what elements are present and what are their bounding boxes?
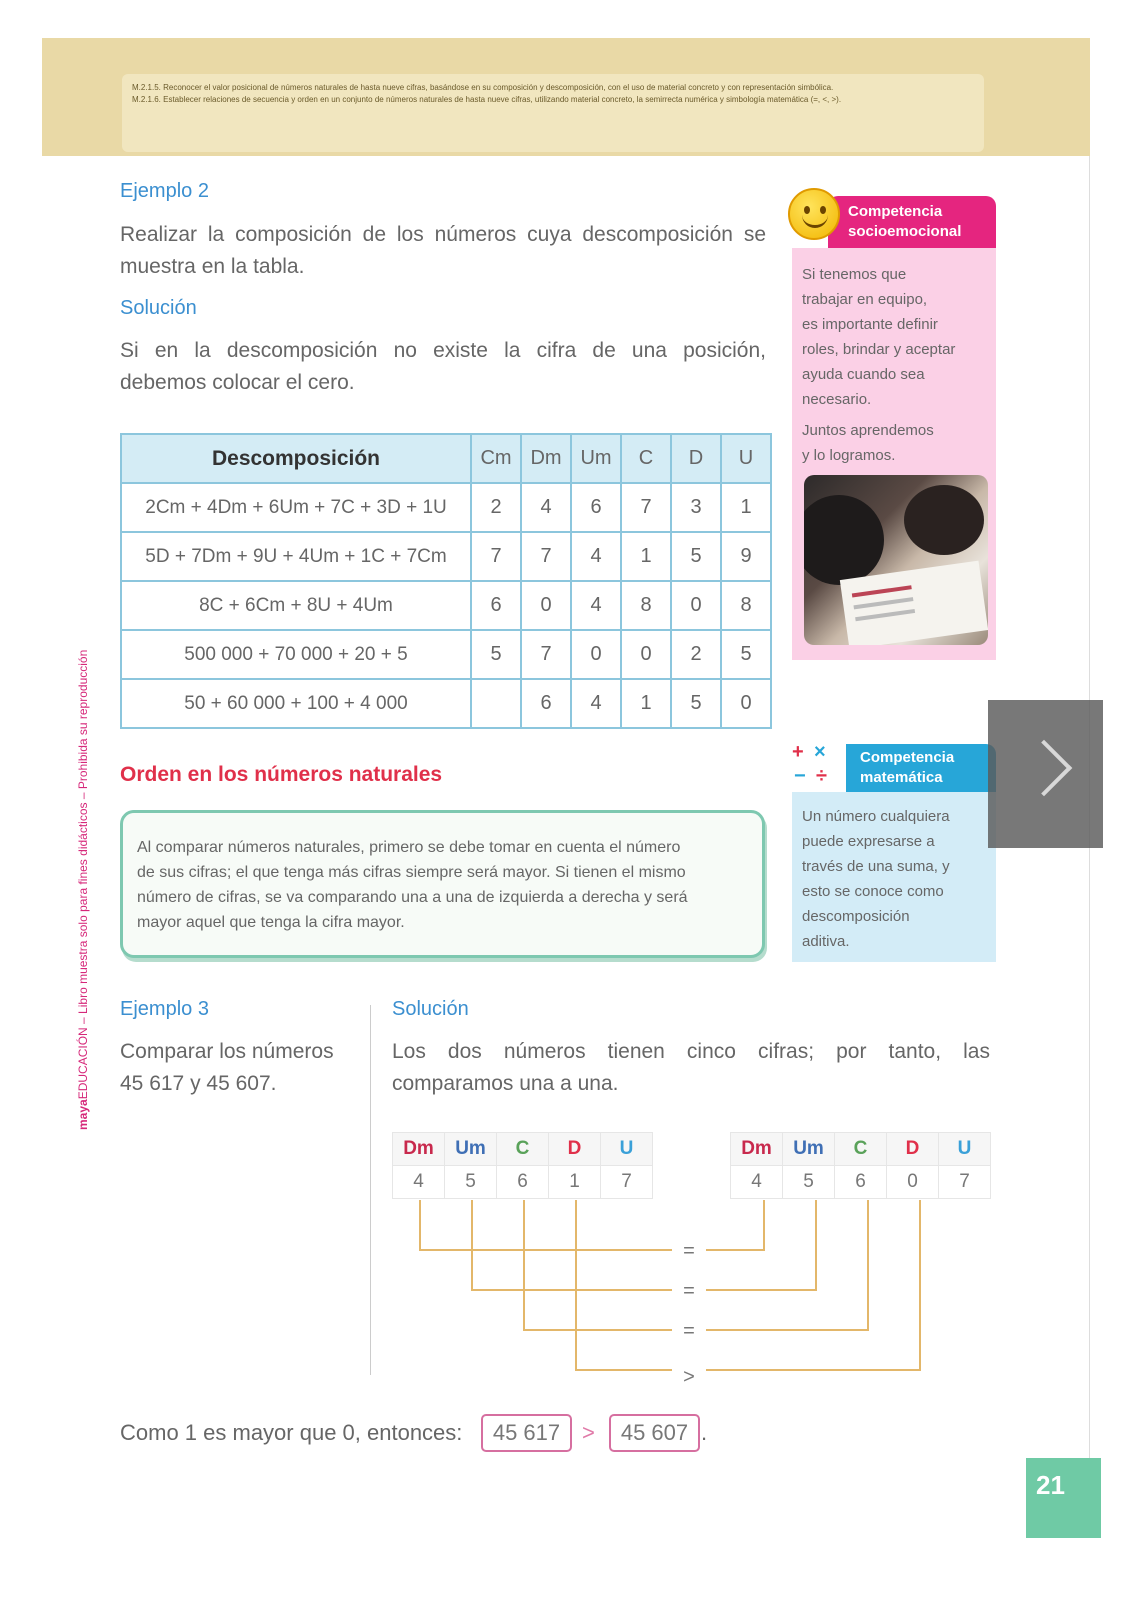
cell: 7: [471, 532, 521, 581]
digit: 0: [887, 1166, 939, 1199]
digit: 4: [393, 1166, 445, 1199]
place-header: Dm: [393, 1133, 445, 1166]
math-line: aditiva.: [802, 933, 850, 950]
place-header: D: [887, 1133, 939, 1166]
header-um: Um: [571, 434, 621, 483]
example-3-solution-l2: comparamos una a una.: [392, 1072, 619, 1095]
example-3-solution-label: Solución: [392, 998, 469, 1020]
comparison-symbol: =: [683, 1240, 695, 1262]
digit: 1: [549, 1166, 601, 1199]
cell: 6: [471, 581, 521, 630]
cell-desc: 5D + 7Dm + 9U + 4Um + 1C + 7Cm: [121, 532, 471, 581]
conclusion-period: .: [701, 1420, 708, 1445]
digit-row: [731, 1166, 991, 1199]
math-line: descomposición: [802, 908, 910, 925]
socio-line: trabajar en equipo,: [802, 291, 928, 308]
place-header: Um: [445, 1133, 497, 1166]
socio-competence-header: [828, 196, 996, 248]
header-cm: Cm: [471, 434, 521, 483]
cell: 8: [621, 581, 671, 630]
cell: 7: [521, 532, 571, 581]
socio-title-l1: Competencia: [848, 203, 943, 220]
table-row: [121, 630, 771, 679]
digit: 4: [731, 1166, 783, 1199]
digit: 6: [497, 1166, 549, 1199]
place-header: C: [497, 1133, 549, 1166]
curriculum-objectives: [122, 74, 984, 152]
math-competence-body: [792, 792, 996, 962]
math-competence-header: [846, 744, 996, 792]
math-line: través de una suma, y: [802, 858, 950, 875]
definition-line: de sus cifras; el que tenga más cifras siempre será mayor. Si tienen el mismo: [137, 864, 686, 881]
place-header: D: [549, 1133, 601, 1166]
socio-line: Si tenemos que: [802, 266, 907, 283]
cell: 7: [621, 483, 671, 532]
example-3-statement-l1: Comparar los números: [120, 1040, 334, 1063]
greater-than-symbol: >: [582, 1420, 595, 1445]
cell: 5: [671, 679, 721, 728]
cell: 0: [721, 679, 771, 728]
place-header: U: [939, 1133, 991, 1166]
header-u: U: [721, 434, 771, 483]
example-2-statement-l1: Realizar la composición de los números cuya descomposición se: [120, 223, 766, 246]
cell: 1: [621, 532, 671, 581]
place-header: Dm: [731, 1133, 783, 1166]
socio-line: roles, brindar y aceptar: [802, 341, 956, 358]
comparison-lines: [380, 1200, 1000, 1400]
column-divider: [370, 1005, 371, 1375]
place-header-row: [731, 1133, 991, 1166]
socio-line: Juntos aprendemos: [802, 422, 934, 439]
number-a-box: 45 617: [481, 1414, 572, 1452]
table-row: [121, 581, 771, 630]
cell: 2: [471, 483, 521, 532]
table-row: [121, 679, 771, 728]
cell-desc: 2Cm + 4Dm + 6Um + 7C + 3D + 1U: [121, 483, 471, 532]
digit: 7: [601, 1166, 653, 1199]
example-2-statement-l2: muestra en la tabla.: [120, 255, 305, 278]
cell: 0: [571, 630, 621, 679]
cell: 0: [671, 581, 721, 630]
example-3-statement-l2: 45 617 y 45 607.: [120, 1072, 277, 1095]
cell-desc: 500 000 + 70 000 + 20 + 5: [121, 630, 471, 679]
brand: maya: [76, 1099, 90, 1130]
example-2-solution-label: Solución: [120, 297, 197, 319]
header-c: C: [621, 434, 671, 483]
cell: 2: [671, 630, 721, 679]
place-value-table-a: [392, 1132, 653, 1199]
cell: 6: [571, 483, 621, 532]
place-header: U: [601, 1133, 653, 1166]
cell: 5: [671, 532, 721, 581]
socio-line: ayuda cuando sea: [802, 366, 925, 383]
cell: 0: [521, 581, 571, 630]
cell: 1: [621, 679, 671, 728]
number-b-box: 45 607: [609, 1414, 700, 1452]
cell: 5: [471, 630, 521, 679]
cell-desc: 8C + 6Cm + 8U + 4Um: [121, 581, 471, 630]
comparison-symbol: =: [683, 1280, 695, 1302]
table-header-row: [121, 434, 771, 483]
math-operations-icon: + × − ÷: [792, 741, 827, 787]
socio-line: y lo logramos.: [802, 447, 896, 464]
math-title-l2: matemática: [860, 769, 943, 786]
definition-line: número de cifras, se va comparando una a una de izquierda a derecha y será: [137, 889, 688, 906]
cell: 5: [721, 630, 771, 679]
digit-row: [393, 1166, 653, 1199]
example-3-solution-l1: Los dos números tienen cinco cifras; por tanto, las: [392, 1040, 990, 1063]
cell: 4: [571, 581, 621, 630]
comparison-symbol: =: [683, 1320, 695, 1342]
header-dm: Dm: [521, 434, 571, 483]
digit: 6: [835, 1166, 887, 1199]
cell: [471, 679, 521, 728]
cell: 9: [721, 532, 771, 581]
definition-box: [120, 810, 765, 958]
cell: 4: [571, 532, 621, 581]
objective-2: M.2.1.6. Establecer relaciones de secuencia y orden en un conjunto de números naturales de hasta nueve cifras, utilizando material concreto, la semirrecta numérica y simbología matemática (=, <, >).: [132, 95, 842, 104]
example-3-title: Ejemplo 3: [120, 998, 209, 1020]
definition-line: mayor aquel que tenga la cifra mayor.: [137, 914, 405, 931]
digit: 5: [445, 1166, 497, 1199]
math-title-l1: Competencia: [860, 749, 955, 766]
example-2-solution-l1: Si en la descomposición no existe la cifra de una posición,: [120, 339, 766, 362]
place-value-table-b: [730, 1132, 991, 1199]
page-number: 21: [1026, 1458, 1101, 1538]
cell-desc: 50 + 60 000 + 100 + 4 000: [121, 679, 471, 728]
socio-line: es importante definir: [802, 316, 938, 333]
digit: 7: [939, 1166, 991, 1199]
socio-line: necesario.: [802, 391, 872, 408]
math-line: esto se conoce como: [802, 883, 944, 900]
digit: 5: [783, 1166, 835, 1199]
next-page-button[interactable]: [988, 700, 1103, 848]
order-section-title: Orden en los números naturales: [120, 763, 443, 786]
side-copyright: [76, 410, 90, 1130]
place-header: Um: [783, 1133, 835, 1166]
cell: 8: [721, 581, 771, 630]
children-photo: [804, 475, 988, 645]
brand-sub: EDUCACIÓN: [76, 1027, 90, 1100]
header-descomposicion: Descomposición: [121, 434, 471, 483]
cell: 4: [521, 483, 571, 532]
example-2-title: Ejemplo 2: [120, 180, 209, 202]
socio-title-l2: socioemocional: [848, 223, 962, 240]
place-header: C: [835, 1133, 887, 1166]
cell: 4: [571, 679, 621, 728]
example-2-solution-l2: debemos colocar el cero.: [120, 371, 355, 394]
table-row: [121, 483, 771, 532]
cell: 7: [521, 630, 571, 679]
math-line: puede expresarse a: [802, 833, 935, 850]
cell: 0: [621, 630, 671, 679]
objective-1: M.2.1.5. Reconocer el valor posicional de números naturales de hasta nueve cifras, basándose en su composición y descomposición, con el uso de material concreto y con representación simbólica.: [132, 83, 834, 92]
conclusion-text: Como 1 es mayor que 0, entonces:: [120, 1420, 463, 1445]
header-d: D: [671, 434, 721, 483]
cell: 3: [671, 483, 721, 532]
comparison-symbol: >: [683, 1366, 695, 1388]
copyright-text: – Libro muestra solo para fines didácticos – Prohibida su reproducción: [76, 649, 90, 1028]
smiley-icon: [788, 188, 840, 240]
place-header-row: [393, 1133, 653, 1166]
cell: 6: [521, 679, 571, 728]
math-line: Un número cualquiera: [802, 808, 950, 825]
table-row: [121, 532, 771, 581]
definition-line: Al comparar números naturales, primero se debe tomar en cuenta el número: [137, 839, 681, 856]
decomposition-table: [120, 433, 772, 729]
cell: 1: [721, 483, 771, 532]
